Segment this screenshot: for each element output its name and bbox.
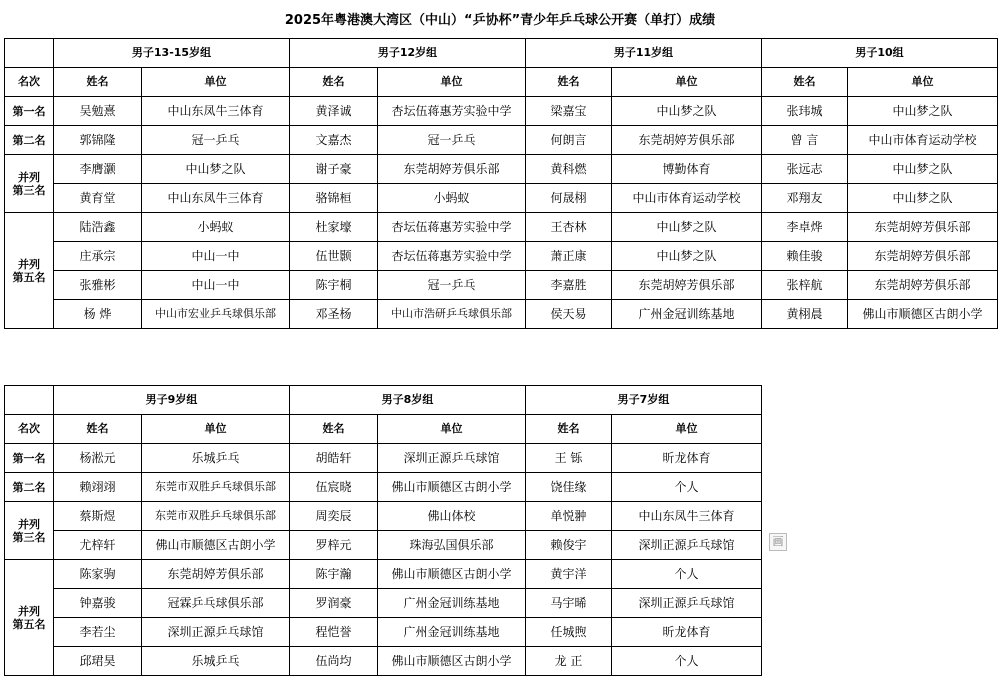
table-row [5,300,998,329]
player-name: 李卓烨 [762,213,848,242]
player-unit: 杏坛伍蒋惠芳实验中学 [378,242,526,271]
player-name: 邓圣杨 [290,300,378,329]
rank-cell: 并列 第五名 [5,213,54,329]
player-unit: 佛山市顺德区古朗小学 [378,647,526,676]
player-unit: 佛山市顺德区古朗小学 [378,473,526,502]
table-row [5,502,762,531]
unit-header: 单位 [378,415,526,444]
name-header: 姓名 [290,415,378,444]
player-unit: 中山梦之队 [612,213,762,242]
unit-header: 单位 [612,68,762,97]
player-unit: 中山市浩研乒乓球俱乐部 [378,300,526,329]
player-name: 李膺灏 [54,155,142,184]
player-unit: 昕龙体育 [612,444,762,473]
player-unit: 东莞胡婷芳俱乐部 [612,271,762,300]
group-header: 男子11岁组 [526,39,762,68]
table-row [5,184,998,213]
table-row [5,213,998,242]
player-unit: 东莞胡婷芳俱乐部 [848,213,998,242]
rank-cell: 第一名 [5,444,54,473]
player-unit: 冠一乒乓 [378,126,526,155]
player-unit: 中山梦之队 [142,155,290,184]
table-row [5,97,998,126]
player-unit: 个人 [612,560,762,589]
unit-header: 单位 [378,68,526,97]
player-unit: 个人 [612,473,762,502]
player-name: 庄承宗 [54,242,142,271]
player-name: 侯天易 [526,300,612,329]
player-name: 文嘉杰 [290,126,378,155]
group-header: 男子8岁组 [290,386,526,415]
player-name: 马宇晞 [526,589,612,618]
player-name: 吴勉熹 [54,97,142,126]
player-unit: 杏坛伍蒋惠芳实验中学 [378,213,526,242]
table-row [5,473,762,502]
player-name: 萧正康 [526,242,612,271]
player-name: 陈家驹 [54,560,142,589]
rank-cell: 第二名 [5,126,54,155]
group-header: 男子7岁组 [526,386,762,415]
player-name: 李若尘 [54,618,142,647]
player-name: 张雅彬 [54,271,142,300]
player-unit: 东莞市双胜乒乓球俱乐部 [142,473,290,502]
player-unit: 冠霖乒乓球俱乐部 [142,589,290,618]
player-name: 罗梓元 [290,531,378,560]
player-unit: 广州金冠训练基地 [378,618,526,647]
player-unit: 广州金冠训练基地 [612,300,762,329]
table-row [5,155,998,184]
player-unit: 博勤体育 [612,155,762,184]
name-header: 姓名 [762,68,848,97]
table-row [5,618,762,647]
player-name: 尤梓轩 [54,531,142,560]
player-name: 杜家壕 [290,213,378,242]
table-row [5,531,762,560]
player-name: 黄科燃 [526,155,612,184]
player-name: 黄栩晨 [762,300,848,329]
player-name: 杨 烨 [54,300,142,329]
group-header-row [5,39,998,68]
player-name: 任城煦 [526,618,612,647]
unit-header: 单位 [612,415,762,444]
player-unit: 昕龙体育 [612,618,762,647]
unit-header: 单位 [848,68,998,97]
player-unit: 深圳正源乒乓球馆 [378,444,526,473]
table-row [5,126,998,155]
player-name: 邱珺昊 [54,647,142,676]
player-unit: 东莞胡婷芳俱乐部 [142,560,290,589]
player-unit: 东莞市双胜乒乓球俱乐部 [142,502,290,531]
player-unit: 中山市体育运动学校 [612,184,762,213]
player-unit: 东莞胡婷芳俱乐部 [378,155,526,184]
player-name: 何晟栩 [526,184,612,213]
player-name: 李嘉胜 [526,271,612,300]
name-header: 姓名 [290,68,378,97]
player-name: 陈宇瀚 [290,560,378,589]
player-unit: 深圳正源乒乓球馆 [142,618,290,647]
rank-header: 名次 [5,68,54,97]
player-unit: 中山市宏业乒乓球俱乐部 [142,300,290,329]
player-unit: 乐城乒乓 [142,444,290,473]
player-unit: 小蚂蚁 [142,213,290,242]
player-name: 赖佳骏 [762,242,848,271]
player-name: 张玮城 [762,97,848,126]
player-name: 罗润豪 [290,589,378,618]
column-header-row [5,68,998,97]
player-unit: 中山东凤牛三体育 [142,97,290,126]
player-unit: 中山梦之队 [848,155,998,184]
player-unit: 东莞胡婷芳俱乐部 [612,126,762,155]
rank-cell: 并列 第五名 [5,560,54,676]
results-table-2 [4,385,762,676]
picture-icon[interactable]: 画 [769,533,787,551]
player-unit: 珠海弘国俱乐部 [378,531,526,560]
player-unit: 佛山体校 [378,502,526,531]
name-header: 姓名 [54,415,142,444]
player-name: 骆锦桓 [290,184,378,213]
corner-cell [5,39,54,68]
player-unit: 中山一中 [142,242,290,271]
player-unit: 中山一中 [142,271,290,300]
player-name: 何朗言 [526,126,612,155]
player-name: 黄育堂 [54,184,142,213]
column-header-row [5,415,762,444]
player-unit: 东莞胡婷芳俱乐部 [848,242,998,271]
player-unit: 中山市体育运动学校 [848,126,998,155]
player-name: 伍尚均 [290,647,378,676]
group-header: 男子12岁组 [290,39,526,68]
player-name: 单悦翀 [526,502,612,531]
player-unit: 冠一乒乓 [378,271,526,300]
player-unit: 冠一乒乓 [142,126,290,155]
player-name: 赖翊翊 [54,473,142,502]
rank-cell: 第二名 [5,473,54,502]
player-unit: 乐城乒乓 [142,647,290,676]
player-unit: 个人 [612,647,762,676]
group-header-row [5,386,762,415]
results-table-1 [4,38,998,329]
player-name: 曾 言 [762,126,848,155]
player-name: 饶佳缘 [526,473,612,502]
unit-header: 单位 [142,68,290,97]
player-name: 蔡斯煜 [54,502,142,531]
player-unit: 佛山市顺德区古朗小学 [378,560,526,589]
name-header: 姓名 [526,415,612,444]
rank-cell: 第一名 [5,97,54,126]
table-row [5,560,762,589]
player-unit: 中山梦之队 [612,242,762,271]
name-header: 姓名 [54,68,142,97]
player-name: 伍世颢 [290,242,378,271]
player-name: 张梓航 [762,271,848,300]
player-name: 郭锦隆 [54,126,142,155]
player-name: 张远志 [762,155,848,184]
group-header: 男子9岁组 [54,386,290,415]
player-name: 陈宇桐 [290,271,378,300]
group-header: 男子10组 [762,39,998,68]
player-unit: 广州金冠训练基地 [378,589,526,618]
rank-cell: 并列 第三名 [5,155,54,213]
player-name: 王杏林 [526,213,612,242]
table-row [5,589,762,618]
player-name: 梁嘉宝 [526,97,612,126]
player-unit: 中山梦之队 [848,184,998,213]
player-unit: 中山东凤牛三体育 [612,502,762,531]
player-name: 赖俊宇 [526,531,612,560]
rank-header: 名次 [5,415,54,444]
player-unit: 中山梦之队 [612,97,762,126]
player-name: 杨淞元 [54,444,142,473]
player-name: 黄泽诚 [290,97,378,126]
table-row [5,242,998,271]
player-name: 谢子豪 [290,155,378,184]
player-unit: 小蚂蚁 [378,184,526,213]
rank-cell: 并列 第三名 [5,502,54,560]
corner-cell [5,386,54,415]
table-row [5,647,762,676]
name-header: 姓名 [526,68,612,97]
player-name: 胡皓轩 [290,444,378,473]
player-name: 周奕辰 [290,502,378,531]
player-name: 伍宸晓 [290,473,378,502]
player-unit: 中山东凤牛三体育 [142,184,290,213]
group-header: 男子13-15岁组 [54,39,290,68]
player-name: 黄宇洋 [526,560,612,589]
player-unit: 佛山市顺德区古朗小学 [848,300,998,329]
player-name: 龙 正 [526,647,612,676]
player-name: 钟嘉骏 [54,589,142,618]
player-name: 邓翔友 [762,184,848,213]
player-unit: 佛山市顺德区古朗小学 [142,531,290,560]
player-unit: 深圳正源乒乓球馆 [612,589,762,618]
table-row [5,444,762,473]
unit-header: 单位 [142,415,290,444]
player-name: 陆浩鑫 [54,213,142,242]
player-unit: 中山梦之队 [848,97,998,126]
player-name: 王 铄 [526,444,612,473]
table-row [5,271,998,300]
player-unit: 深圳正源乒乓球馆 [612,531,762,560]
player-name: 程恺誉 [290,618,378,647]
player-unit: 杏坛伍蒋惠芳实验中学 [378,97,526,126]
player-unit: 东莞胡婷芳俱乐部 [848,271,998,300]
document-title: 2025年粤港澳大湾区（中山）“乒协杯”青少年乒乓球公开赛（单打）成绩 [284,13,716,28]
